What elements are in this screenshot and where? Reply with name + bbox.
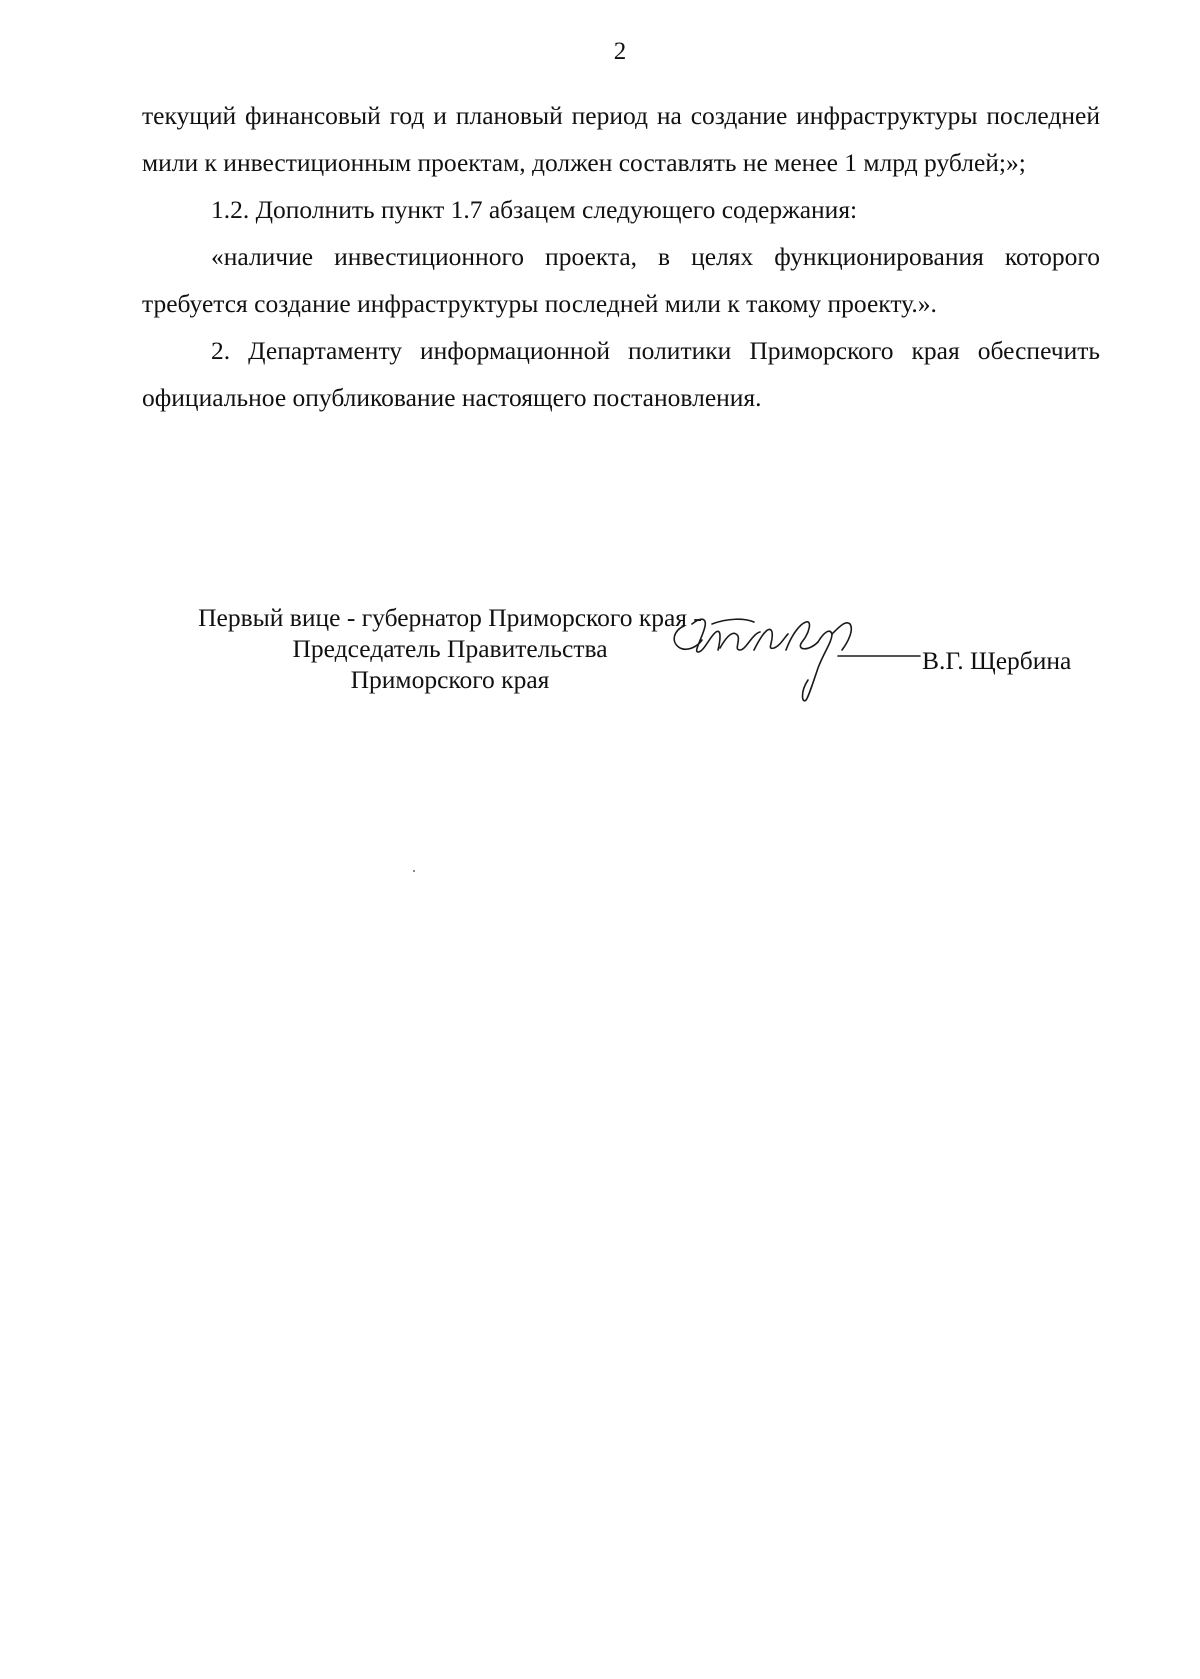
paragraph-quoted-addition: «наличие инвестиционного проекта, в целях функционирования которого требуется создание инфраструктуры последней мили к такому проекту.». — [142, 242, 1100, 318]
document-body — [142, 92, 1100, 421]
signatory-position-line-2: Председатель Правительства — [292, 634, 608, 663]
signatory-position-line-3: Приморского края — [350, 665, 550, 694]
signatory-name: В.Г. Щербина — [922, 646, 1072, 675]
paragraph-continuation: текущий финансовый год и плановый период на создание инфраструктуры последней мили к инвестиционным проектам, должен составлять не менее 1 млрд рублей;»; — [142, 101, 1100, 177]
paragraph-item-1-2: 1.2. Дополнить пункт 1.7 абзацем следующего содержания: — [211, 195, 858, 224]
paragraph-item-2: 2. Департаменту информационной политики Приморского края обеспечить официальное опубликование настоящего постановления. — [142, 336, 1100, 412]
signatory-position-line-1: Первый вице - губернатор Приморского края - — [198, 603, 702, 632]
page-number: 2 — [613, 38, 627, 65]
scan-speck — [413, 870, 415, 872]
handwritten-signature — [668, 612, 928, 712]
signatory-position — [150, 602, 750, 695]
